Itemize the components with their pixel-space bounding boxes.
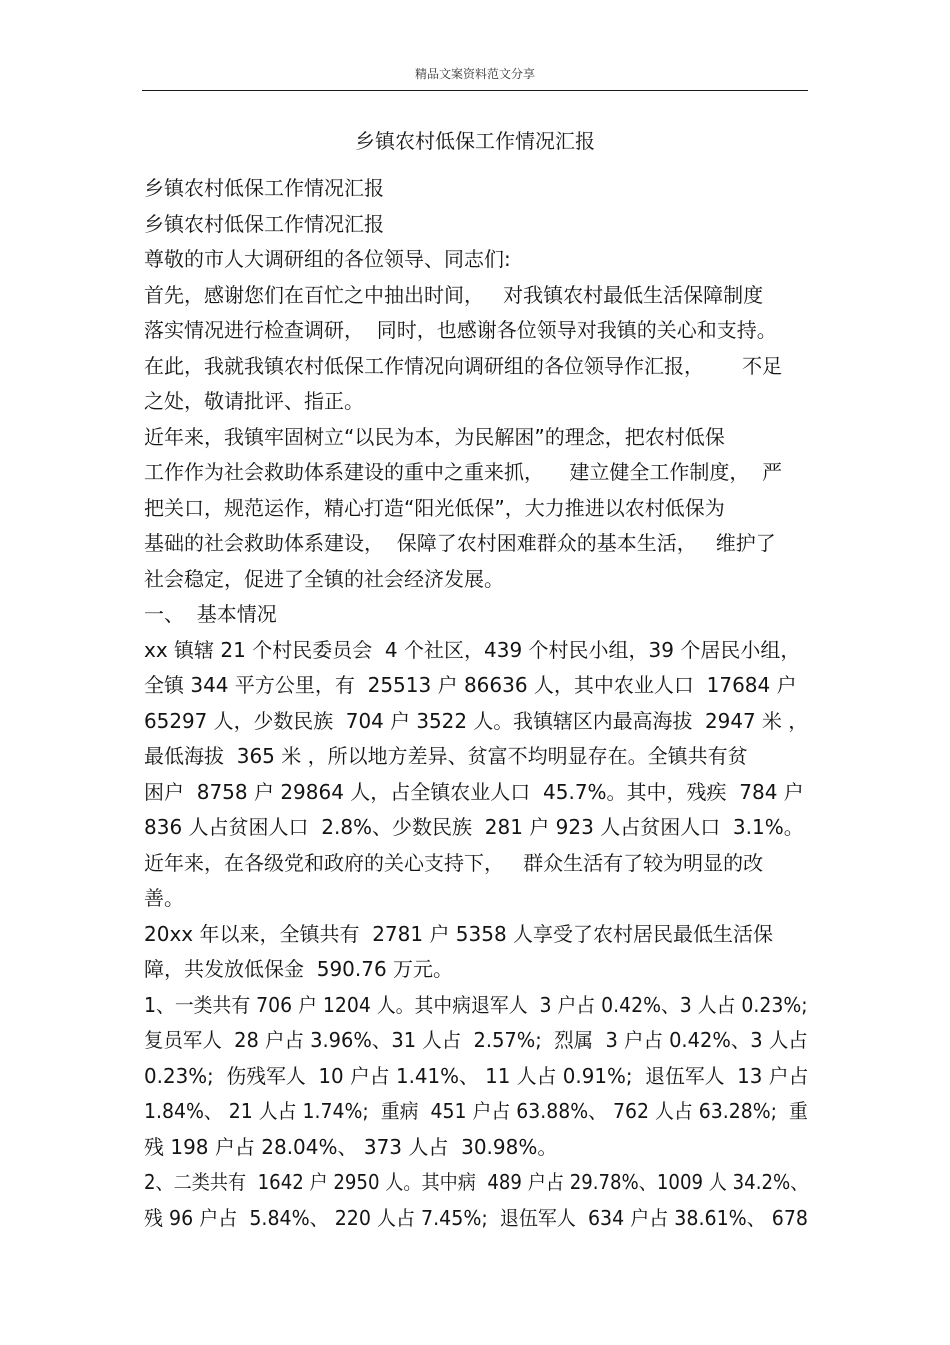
body-line: 乡镇农村低保工作情况汇报 [144,211,384,236]
body-line: 65297 人，少数民族 704 户 3522 人。我镇辖区内最高海拔 2947 米 ， [144,708,809,733]
body-line: 残 198 户占 28.04%、 373 人占 30.98%。 [144,1134,558,1159]
body-line: 近年来，在各级党和政府的关心支持下， 群众生活有了较为明显的改 [144,850,764,875]
document-body [144,171,808,1236]
body-line: 工作作为社会救助体系建设的重中之重来抓， 建立健全工作制度， 严 [144,460,783,484]
body-line: 在此，我就我镇农村低保工作情况向调研组的各位领导作汇报， 不足 [144,353,783,378]
body-line: 首先，感谢您们在百忙之中抽出时间， 对我镇农村最低生活保障制度 [144,282,764,307]
section-heading: 一、 基本情况 [144,602,277,626]
body-line: 乡镇农村低保工作情况汇报 [144,176,384,200]
body-line: 之处，敬请批评、指正。 [144,389,364,413]
page-header: 精品文案资料范文分享 [414,67,535,81]
body-line: 近年来，我镇牢固树立“以民为本，为民解困”的理念，把农村低保 [144,424,725,449]
salutation: 尊敬的市人大调研组的各位领导、同志们: [144,247,511,271]
body-line: 复员军人 28 户占 3.96%、31 人占 2.57%; 烈属 3 户占 0.42%、3 人占 [144,1028,808,1052]
body-line: 残 96 户占 5.84%、 220 人占 7.45%; 退伍军人 634 户占 38.61%、 678 [144,1205,809,1230]
body-line: 1、一类共有 706 户 1204 人。其中病退军人 3 户占 0.42%、3 人占 0.23%; [144,992,808,1017]
body-line: xx 镇辖 21 个村民委员会 4 个社区，439 个村民小组，39 个居民小组， [144,637,801,662]
body-line: 20xx 年以来，全镇共有 2781 户 5358 人享受了农村居民最低生活保 [144,921,774,946]
body-line: 障，共发放低保金 590.76 万元。 [144,957,454,981]
body-line: 1.84%、 21 人占 1.74%; 重病 451 户占 63.88%、 762 人占 63.28%; 重 [144,1099,808,1123]
body-line: 基础的社会救助体系建设， 保障了农村困难群众的基本生活， 维护了 [144,531,776,555]
body-line: 全镇 344 平方公里，有 25513 户 86636 人，其中农业人口 17684 户 [144,673,797,697]
body-line: 社会稳定，促进了全镇的社会经济发展。 [144,566,504,591]
document-title: 乡镇农村低保工作情况汇报 [355,129,595,153]
body-line: 836 人占贫困人口 2.8%、少数民族 281 户 923 人占贫困人口 3.1%。 [144,815,804,839]
body-line: 落实情况进行检查调研， 同时，也感谢各位领导对我镇的关心和支持。 [144,318,777,342]
body-line: 最低海拔 365 米 ，所以地方差异、贫富不均明显存在。全镇共有贫 [144,744,748,768]
body-line: 善。 [144,886,184,910]
header-divider [142,90,808,91]
body-line: 把关口，规范运作，精心打造“阳光低保”，大力推进以农村低保为 [144,495,725,520]
body-line: 0.23%; 伤残军人 10 户占 1.41%、 11 人占 0.91%; 退伍军人 13 户占 [144,1063,809,1088]
body-line: 困户 8758 户 29864 人，占全镇农业人口 45.7%。其中，残疾 784 户 [144,779,804,804]
body-line: 2、二类共有 1642 户 2950 人。其中病 489 户占 29.78%、1009 人 34.2%、 [144,1170,809,1194]
